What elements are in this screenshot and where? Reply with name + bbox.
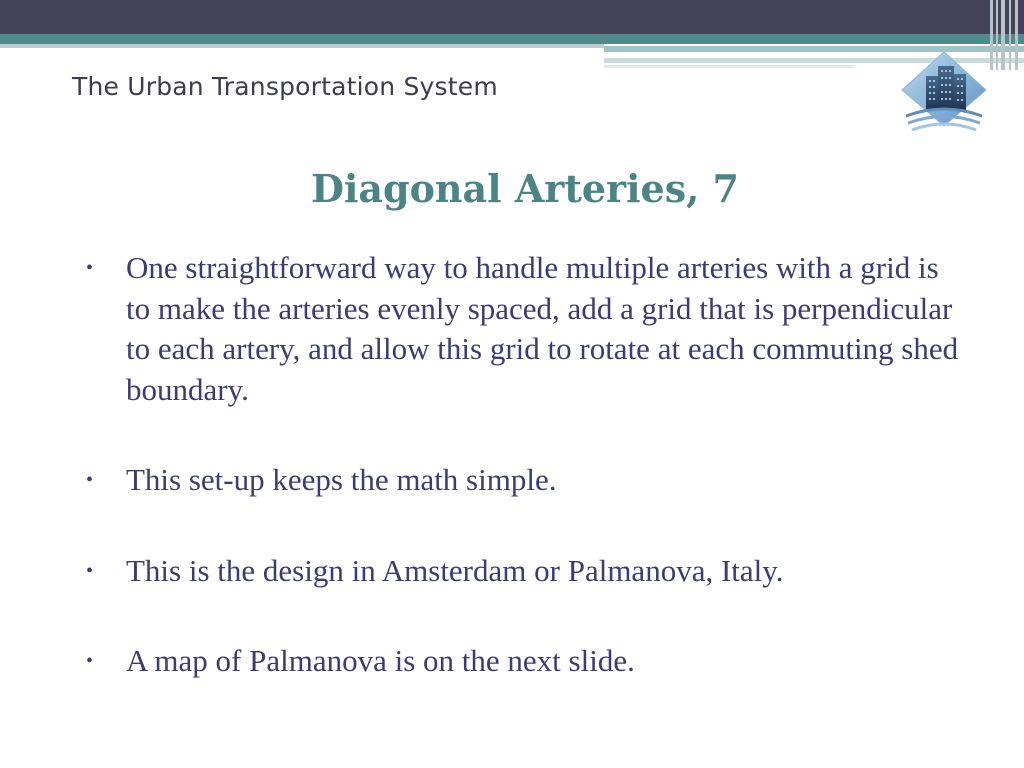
slide-title: Diagonal Arteries, 7 [310, 166, 739, 211]
bullet-text: A map of Palmanova is on the next slide. [126, 643, 635, 678]
decorative-stripes [986, 0, 1024, 70]
bullet-dot-icon: • [86, 469, 94, 491]
header-band-teal [0, 34, 1024, 44]
header-band-gray [0, 44, 604, 48]
bullet-item [84, 641, 964, 682]
bullet-text: One straightforward way to handle multiple arteries with a grid is to make the arteries evenly spaced, add a grid that is perpendicular to each artery, and allow this grid to rotate at each commuting shed boundary. [126, 250, 959, 407]
bullet-item [84, 460, 964, 501]
bullet-item [84, 551, 964, 592]
header-title: The Urban Transportation System [72, 72, 498, 101]
bullet-text: This is the design in Amsterdam or Palmanova, Italy. [126, 552, 784, 588]
bullet-item [84, 248, 964, 410]
bullet-dot-icon: • [86, 650, 94, 672]
bullet-dot-icon: • [86, 559, 94, 582]
header-band-light-tertiary [604, 65, 854, 68]
city-buildings-logo-icon [898, 50, 990, 136]
bullet-text: This set-up keeps the math simple. [126, 462, 557, 497]
bullet-list [84, 248, 964, 732]
bullet-dot-icon: • [86, 257, 94, 279]
header-band-dark [0, 0, 1024, 34]
